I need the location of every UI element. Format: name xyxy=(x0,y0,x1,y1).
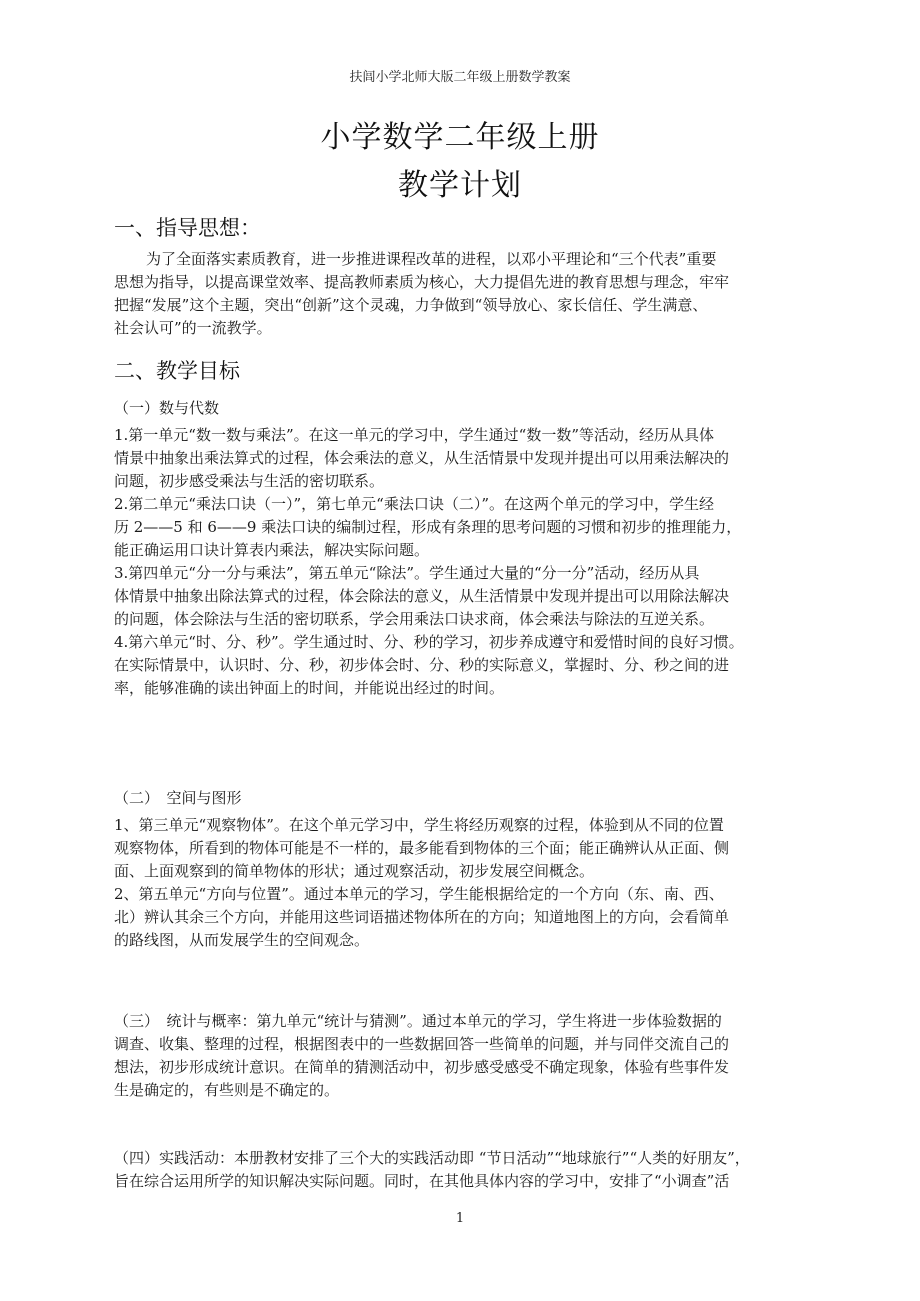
paragraph-line: 的路线图，从而发展学生的空间观念。 xyxy=(114,931,370,949)
page-header: 扶闾小学北师大版二年级上册数学教案 xyxy=(349,70,571,85)
paragraph-line: 生是确定的，有些则是不确定的。 xyxy=(114,1081,340,1099)
paragraph-line: 在实际情景中，认识时、分、秒，初步体会时、分、秒的实际意义，掌握时、分、秒之间的进 xyxy=(114,656,730,674)
part3-body xyxy=(114,1010,810,1102)
paragraph-line: 旨在综合运用所学的知识解决实际问题。同时，在其他具体内容的学习中，安排了“小调查”活 xyxy=(114,1172,730,1190)
part2-title: （二） 空间与图形 xyxy=(114,789,242,807)
paragraph-line: 2.第二单元“乘法口诀（一）”，第七单元“乘法口诀（二）”。在这两个单元的学习中，学生经 xyxy=(114,495,714,513)
paragraph-line: 社会认可”的一流教学。 xyxy=(114,319,272,337)
paragraph-line: 2、第五单元“方向与位置”。通过本单元的学习，学生能根据给定的一个方向（东、南、西、 xyxy=(114,885,724,903)
paragraph-line: 问题，初步感受乘法与生活的密切联系。 xyxy=(114,472,385,490)
document-title-line1: 小学数学二年级上册 xyxy=(320,120,600,155)
paragraph-line: 4.第六单元“时、分、秒”。学生通过时、分、秒的学习，初步养成遵守和爱惜时间的良好习惯。 xyxy=(114,633,744,651)
paragraph-line: 体情景中抽象出除法算式的过程，体会除法的意义，从生活情景中发现并提出可以用除法解决 xyxy=(114,587,730,605)
paragraph-line: 调查、收集、整理的过程，根据图表中的一些数据回答一些简单的问题，并与同伴交流自己的 xyxy=(114,1035,730,1053)
paragraph-line: （四）实践活动：本册教材安排了三个大的实践活动即 “节日活动”“地球旅行”“人类的好朋友”， xyxy=(114,1149,750,1167)
section2-heading: 二、教学目标 xyxy=(114,359,240,383)
paragraph-line: 3.第四单元“分一分与乘法”，第五单元“除法”。学生通过大量的“分一分”活动，经历从具 xyxy=(114,564,700,582)
paragraph-line: 1、第三单元“观察物体”。在这个单元学习中，学生将经历观察的过程，体验到从不同的位置 xyxy=(114,816,724,834)
paragraph-line: 的问题，体会除法与生活的密切联系，学会用乘法口诀求商，体会乘法与除法的互逆关系。 xyxy=(114,610,715,628)
paragraph-line: 历 2——5 和 6——9 乘法口诀的编制过程，形成有条理的思考问题的习惯和初步的推理能力， xyxy=(114,518,742,536)
part4-body xyxy=(114,1147,810,1193)
paragraph-line: 北）辨认其余三个方向，并能用这些词语描述物体所在的方向；知道地图上的方向，会看简单 xyxy=(114,908,730,926)
part2-body xyxy=(114,814,810,952)
paragraph-line: 把握“发展”这个主题，突出“创新”这个灵魂，力争做到“领导放心、家长信任、学生满意、 xyxy=(114,296,708,314)
paragraph-line: 能正确运用口诀计算表内乘法，解决实际问题。 xyxy=(114,541,430,559)
paragraph-line: 1.第一单元“数一数与乘法”。在这一单元的学习中，学生通过“数一数”等活动，经历从具体 xyxy=(114,426,714,444)
paragraph-line: （三） 统计与概率：第九单元“统计与猜测”。通过本单元的学习，学生将进一步体验数据的 xyxy=(114,1012,722,1030)
paragraph-line: 率，能够准确的读出钟面上的时间，并能说出经过的时间。 xyxy=(114,679,505,697)
page-number: 1 xyxy=(455,1211,465,1226)
part1-title: （一）数与代数 xyxy=(114,399,220,417)
paragraph-line: 为了全面落实素质教育，进一步推进课程改革的进程，以邓小平理论和“三个代表”重要 xyxy=(146,250,717,268)
section1-paragraph xyxy=(114,248,810,340)
paragraph-line: 观察物体，所看到的物体可能是不一样的，最多能看到物体的三个面；能正确辨认从正面、侧 xyxy=(114,839,730,857)
section1-heading: 一、指导思想： xyxy=(114,216,261,240)
paragraph-line: 面、上面观察到的简单物体的形状；通过观察活动，初步发展空间概念。 xyxy=(114,862,595,880)
paragraph-line: 想法，初步形成统计意识。在简单的猜测活动中，初步感受感受不确定现象，体验有些事件发 xyxy=(114,1058,730,1076)
document-title-line2: 教学计划 xyxy=(398,168,522,203)
paragraph-line: 思想为指导，以提高课堂效率、提高教师素质为核心，大力提倡先进的教育思想与理念，牢牢 xyxy=(114,273,730,291)
paragraph-line: 情景中抽象出乘法算式的过程，体会乘法的意义，从生活情景中发现并提出可以用乘法解决的 xyxy=(114,449,730,467)
part1-body xyxy=(114,424,810,700)
